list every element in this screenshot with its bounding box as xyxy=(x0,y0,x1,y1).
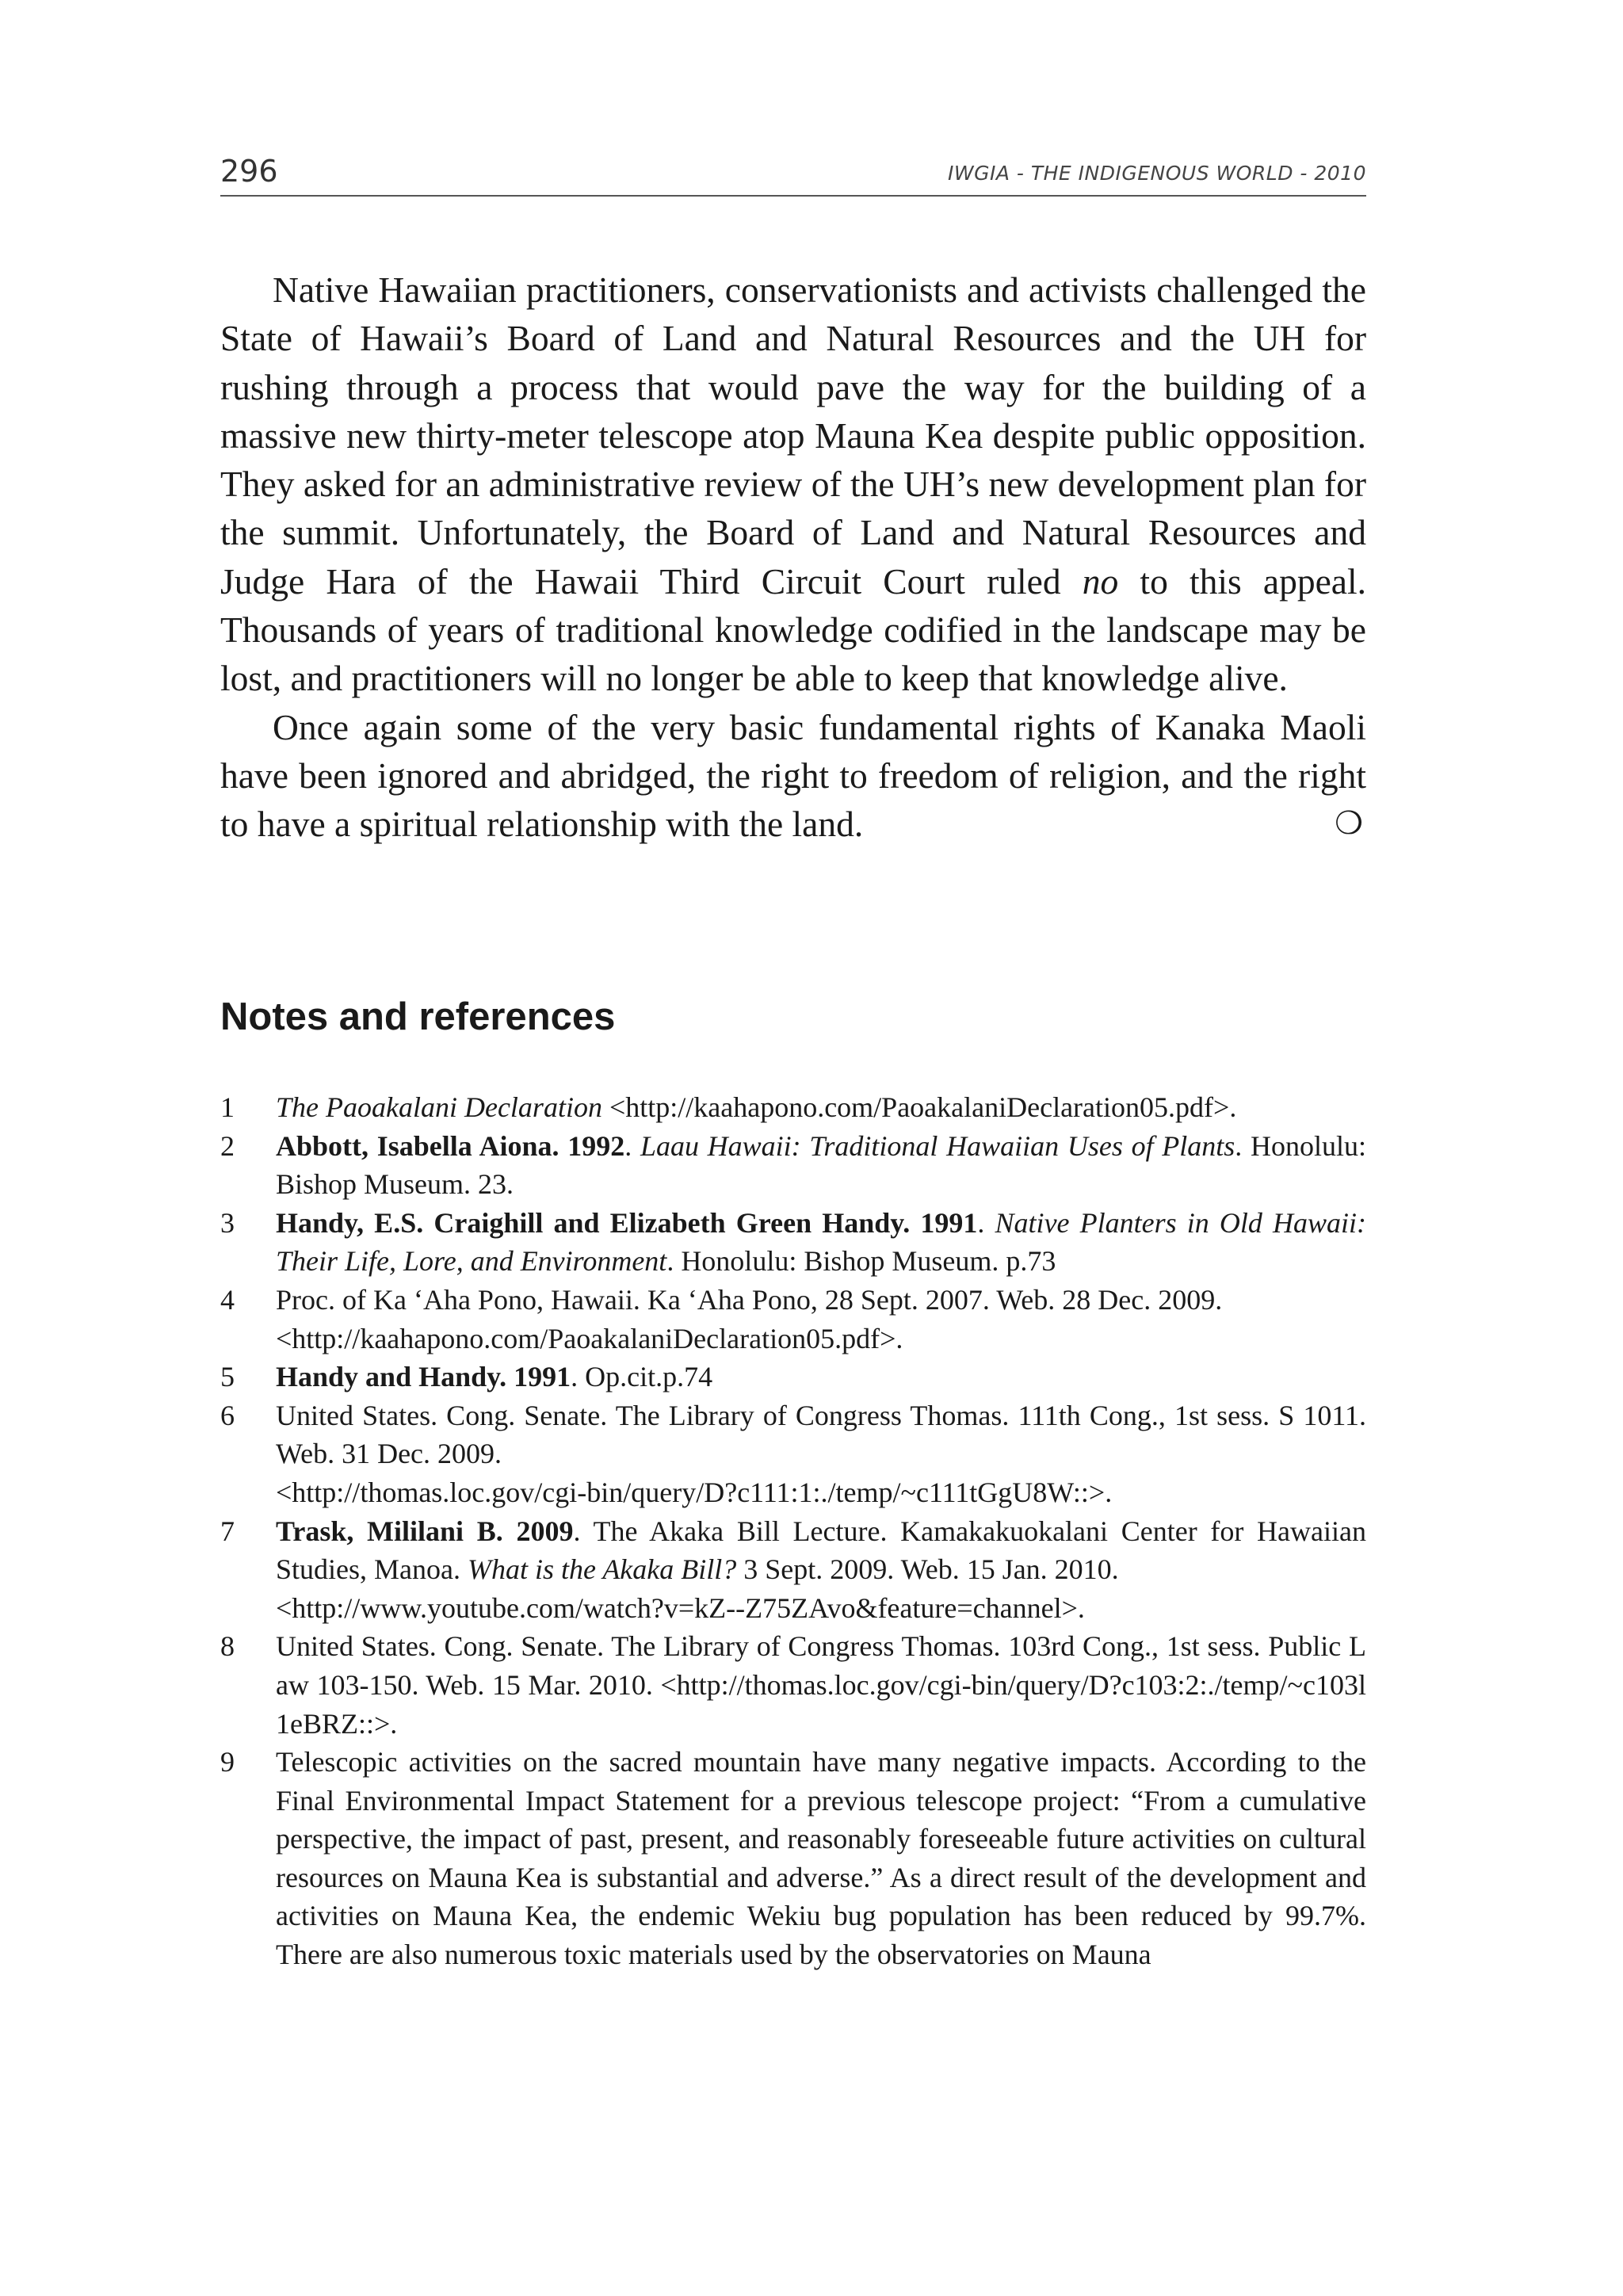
note-url: <http://kaahapono.com/PaoakalaniDeclaration05.pdf>. xyxy=(276,1322,903,1354)
note-body: Honolulu: Bishop Museum. p.73 xyxy=(681,1245,1056,1278)
note-text: Trask, Mililani B. 2009. The Akaka Bill Lecture. Kamakakuokalani Center for Hawaiian Studies, Manoa. What is the Akaka Bill? 3 Sept. 2009. Web. 15 Jan. 2010. <http://www.youtube.com/watch?v=kZ--Z75ZAvo&feature=channel>. xyxy=(276,1515,1366,1624)
notes-list xyxy=(220,1088,1366,1974)
note-item xyxy=(220,1127,1366,1204)
note-number: 1 xyxy=(220,1091,235,1123)
note-number: 6 xyxy=(220,1399,235,1431)
page-header xyxy=(220,151,1366,197)
note-item xyxy=(220,1204,1366,1281)
note-author: Trask, Mililani B. 2009 xyxy=(276,1515,574,1547)
note-author: Abbott, Isabella Aiona. 1992 xyxy=(276,1129,625,1162)
note-item xyxy=(220,1396,1366,1512)
note-author: Handy, E.S. Craighill and Elizabeth Green Handy. 1991 xyxy=(276,1206,978,1239)
note-text xyxy=(276,1088,1366,1127)
note-item xyxy=(220,1743,1366,1974)
note-number: 2 xyxy=(220,1129,235,1162)
note-item xyxy=(220,1512,1366,1628)
note-text: Handy and Handy. 1991. Op.cit.p.74 xyxy=(276,1361,713,1393)
note-number: 4 xyxy=(220,1283,235,1316)
note-number: 8 xyxy=(220,1630,235,1663)
note-number: 5 xyxy=(220,1361,235,1393)
note-number: 7 xyxy=(220,1515,235,1547)
body-text xyxy=(220,266,1366,849)
paragraph-1-text-a: Native Hawaiian practitioners, conservationists and activists challenged the State of Hawaii’s Board of Land and Natural Resources and the UH for rushing through a process that would pave the way for the building of a massive new thirty-meter telescope atop Mauna Kea despite public opposition. They asked for an administrative review of the UH’s new development plan for the summit. Unfortunately, the Board of Land and Natural Resources and Judge Hara of the Hawaii Third Circuit Court ruled xyxy=(220,269,1366,602)
paragraph-1-italic: no xyxy=(1082,560,1119,602)
note-item xyxy=(220,1358,1366,1396)
note-body: Honolulu: Bishop Museum. 23. xyxy=(276,1129,1367,1201)
note-italic: What is the Akaka Bill? xyxy=(467,1553,737,1586)
note-number: 9 xyxy=(220,1746,235,1778)
note-item xyxy=(220,1088,1366,1127)
note-italic: The Paoakalani Declaration xyxy=(276,1091,602,1123)
note-item xyxy=(220,1627,1366,1743)
paragraph-2 xyxy=(220,703,1366,849)
note-url: <http://kaahapono.com/PaoakalaniDeclaration05.pdf>. xyxy=(609,1091,1237,1123)
note-text xyxy=(276,1743,1366,1974)
note-italic: Native Planters in Old Hawaii: Their Life, Lore, and Environment xyxy=(276,1206,1367,1278)
page-number: 296 xyxy=(220,154,278,189)
paragraph-1 xyxy=(220,266,1366,703)
note-body: Op.cit.p.74 xyxy=(585,1361,713,1393)
note-body: Telescopic activities on the sacred mountain have many negative impacts. According to the Final Environmental Impact Statement for a previous telescope project: “From a cumulative perspective, the impact of past, present, and reasonably foreseeable future activities on cultural resources on Mauna Kea is substantial and adverse.” As a direct result of the development and activities on Mauna Kea, the endemic Wekiu bug population has been reduced by 99.7%. There are also numerous toxic materials used by the observatories on Mauna xyxy=(276,1746,1366,1971)
note-url: <http://thomas.loc.gov/cgi-bin/query/D?c111:1:./temp/~c111tGgU8W::>. xyxy=(276,1476,1113,1508)
note-text xyxy=(276,1281,1366,1358)
note-author: Handy and Handy. 1991 xyxy=(276,1361,571,1393)
note-item xyxy=(220,1281,1366,1358)
note-text xyxy=(276,1627,1366,1743)
note-body: 3 Sept. 2009. Web. 15 Jan. 2010. xyxy=(743,1553,1119,1586)
note-url: <http://www.youtube.com/watch?v=kZ--Z75ZAvo&feature=channel>. xyxy=(276,1591,1085,1624)
running-title: IWGIA - THE INDIGENOUS WORLD - 2010 xyxy=(947,162,1366,185)
paragraph-1-text-b: to this appeal. Thousands of years of traditional knowledge codified in the landscape may be lost, and practitioners will no longer be able to keep that knowledge alive. xyxy=(220,560,1366,699)
note-body: United States. Cong. Senate. The Library of Congress Thomas. 111th Cong., 1st sess. S 1011. Web. 31 Dec. 2009. xyxy=(276,1399,1366,1470)
note-text: Handy, E.S. Craighill and Elizabeth Green Handy. 1991. Native Planters in Old Hawaii: Their Life, Lore, and Environment. Honolulu: Bishop Museum. p.73 xyxy=(276,1206,1367,1278)
note-italic: Laau Hawaii: Traditional Hawaiian Uses of Plants xyxy=(640,1129,1235,1162)
note-text: Abbott, Isabella Aiona. 1992. Laau Hawaii: Traditional Hawaiian Uses of Plants. Honolulu: Bishop Museum. 23. xyxy=(276,1129,1367,1201)
note-body: The Akaka Bill Lecture. Kamakakuokalani Center for Hawaiian Studies, Manoa. xyxy=(276,1515,1366,1586)
note-body: Proc. of Ka ‘Aha Pono, Hawaii. Ka ‘Aha Pono, 28 Sept. 2007. Web. 28 Dec. 2009. xyxy=(276,1283,1223,1316)
paragraph-2-text: Once again some of the very basic fundamental rights of Kanaka Maoli have been ignored and abridged, the right to freedom of religion, and the right to have a spiritual relationship with the land. xyxy=(220,706,1366,845)
end-of-article-icon: ❍ xyxy=(1335,805,1363,842)
notes-heading: Notes and references xyxy=(220,995,616,1038)
note-body: United States. Cong. Senate. The Library of Congress Thomas. 103rd Cong., 1st sess. Public Law 103-150. Web. 15 Mar. 2010. <http://thomas.loc.gov/cgi-bin/query/D?c103:2:./temp/~c103l1eBRZ::>. xyxy=(276,1630,1366,1740)
note-text xyxy=(276,1396,1366,1512)
note-number: 3 xyxy=(220,1206,235,1239)
